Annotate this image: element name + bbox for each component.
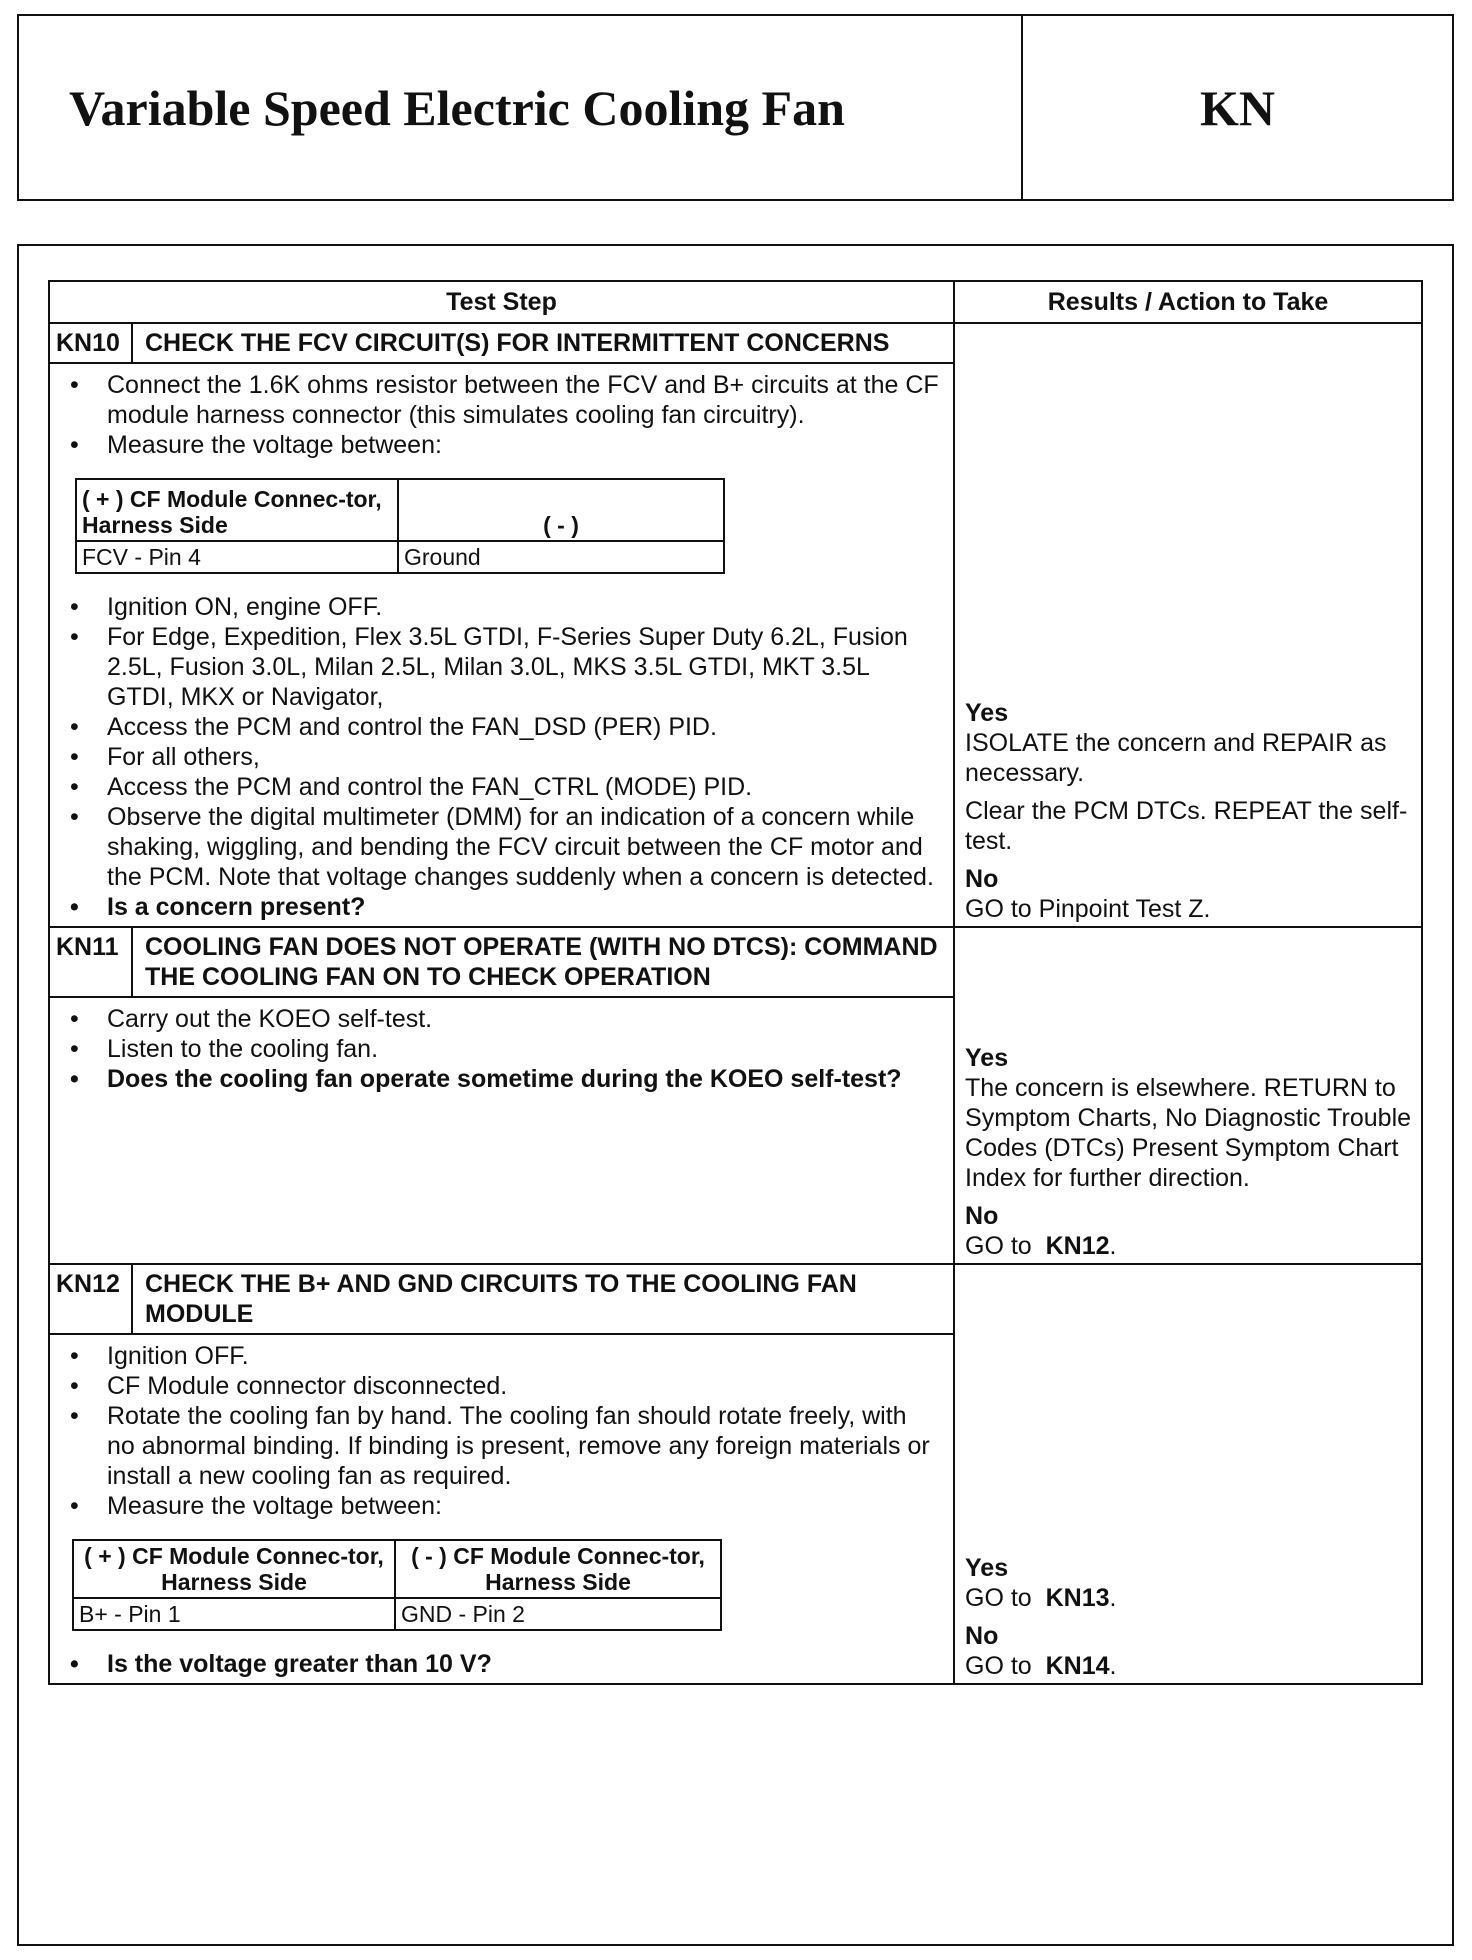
test-step-table <box>48 280 1423 1685</box>
meas-header-positive: ( + ) CF Module Connec-tor, Harness Side <box>76 479 398 541</box>
step-kn11-title-row <box>49 927 1422 997</box>
step-title: COOLING FAN DOES NOT OPERATE (WITH NO DTCS): COMMAND THE COOLING FAN ON TO CHECK OPERATION <box>132 927 954 997</box>
yes-action-2: Clear the PCM DTCs. REPEAT the self-test. <box>965 797 1408 855</box>
table-header-row <box>49 281 1422 323</box>
no-action-target: KN14 <box>1045 1652 1110 1680</box>
step-kn10-body <box>49 363 954 927</box>
question: • Is the voltage greater than 10 V? <box>62 1649 941 1679</box>
no-label: No <box>965 865 999 893</box>
list-item: • Carry out the KOEO self-test. <box>62 1004 941 1034</box>
list-item: • Measure the voltage between: <box>62 1491 941 1521</box>
meas-header-positive: ( + ) CF Module Connec-tor, Harness Side <box>73 1540 395 1598</box>
no-action <box>965 1651 1413 1681</box>
no-label: No <box>965 1622 999 1650</box>
step-title: CHECK THE FCV CIRCUIT(S) FOR INTERMITTENT CONCERNS <box>132 323 954 363</box>
list-item: • Observe the digital multimeter (DMM) for an indication of a concern while shaking, wiggling, and bending the FCV circuit between the CF motor and the PCM. Note that voltage changes suddenly when a concern is detected. <box>62 802 941 892</box>
meas-cell: GND - Pin 2 <box>395 1598 721 1630</box>
step-kn10-results <box>954 323 1422 927</box>
question: • Does the cooling fan operate sometime during the KOEO self-test? <box>62 1064 941 1094</box>
instruction-list <box>62 370 941 460</box>
no-action-target: KN12 <box>1045 1232 1110 1260</box>
no-action-prefix: GO to <box>965 1232 1032 1260</box>
list-item: • Listen to the cooling fan. <box>62 1034 941 1064</box>
list-item: • Ignition ON, engine OFF. <box>62 592 941 622</box>
yes-action: ISOLATE the concern and REPAIR as necessary. <box>965 729 1387 787</box>
list-item: • Rotate the cooling fan by hand. The cooling fan should rotate freely, with no abnormal binding. If binding is present, remove any foreign materials or install a new cooling fan as required. <box>62 1401 941 1491</box>
yes-label: Yes <box>965 1554 1009 1582</box>
instruction-list <box>62 1649 941 1679</box>
instruction-list <box>62 592 941 922</box>
yes-action <box>965 1583 1413 1613</box>
step-kn10-title-row <box>49 323 1422 363</box>
question: • Is a concern present? <box>62 892 941 922</box>
step-id: KN12 <box>49 1264 132 1334</box>
meas-cell: Ground <box>398 541 724 573</box>
list-item: • CF Module connector disconnected. <box>62 1371 941 1401</box>
no-label: No <box>965 1202 999 1230</box>
measurement-table <box>72 1539 722 1631</box>
meas-cell: B+ - Pin 1 <box>73 1598 395 1630</box>
no-action-suffix: . <box>1109 1232 1117 1260</box>
section-code: KN <box>1200 79 1275 136</box>
step-kn11-results <box>954 927 1422 1264</box>
yes-label: Yes <box>965 1044 1009 1072</box>
list-item: • Access the PCM and control the FAN_CTRL (MODE) PID. <box>62 772 941 802</box>
list-item: • Access the PCM and control the FAN_DSD (PER) PID. <box>62 712 941 742</box>
yes-label: Yes <box>965 699 1009 727</box>
measurement-table <box>75 478 725 574</box>
no-action: GO to Pinpoint Test Z. <box>965 895 1211 923</box>
list-item: • Connect the 1.6K ohms resistor between the FCV and B+ circuits at the CF module harness connector (this simulates cooling fan circuitry). <box>62 370 941 430</box>
list-item: • Measure the voltage between: <box>62 430 941 460</box>
meas-header-negative: ( - ) <box>398 479 724 541</box>
list-item: • Ignition OFF. <box>62 1341 941 1371</box>
page-header <box>17 14 1454 201</box>
page-title: Variable Speed Electric Cooling Fan <box>19 16 1023 199</box>
test-step-header: Test Step <box>49 281 954 323</box>
step-kn12-results <box>954 1264 1422 1684</box>
step-id: KN11 <box>49 927 132 997</box>
meas-cell: FCV - Pin 4 <box>76 541 398 573</box>
yes-action-target: KN13 <box>1045 1584 1110 1612</box>
instruction-list <box>62 1004 941 1094</box>
list-item: • For Edge, Expedition, Flex 3.5L GTDI, F-Series Super Duty 6.2L, Fusion 2.5L, Fusion 3.0L, Milan 2.5L, Milan 3.0L, MKS 3.5L GTDI, MKT 3.5L GTDI, MKX or Navigator, <box>62 622 941 712</box>
no-action-suffix: . <box>1109 1652 1117 1680</box>
step-kn12-title-row <box>49 1264 1422 1334</box>
step-kn12-body <box>49 1334 954 1684</box>
list-item: • For all others, <box>62 742 941 772</box>
meas-header-negative: ( - ) CF Module Connec-tor, Harness Side <box>395 1540 721 1598</box>
instruction-list <box>62 1341 941 1521</box>
no-action <box>965 1231 1413 1261</box>
yes-action: The concern is elsewhere. RETURN to Symptom Charts, No Diagnostic Trouble Codes (DTCs) Present Symptom Chart Index for further direction. <box>965 1074 1412 1192</box>
yes-action-suffix: . <box>1109 1584 1117 1612</box>
results-header: Results / Action to Take <box>954 281 1422 323</box>
step-kn11-body <box>49 997 954 1264</box>
step-id: KN10 <box>49 323 132 363</box>
yes-action-prefix: GO to <box>965 1584 1032 1612</box>
step-title: CHECK THE B+ AND GND CIRCUITS TO THE COOLING FAN MODULE <box>132 1264 954 1334</box>
no-action-prefix: GO to <box>965 1652 1032 1680</box>
